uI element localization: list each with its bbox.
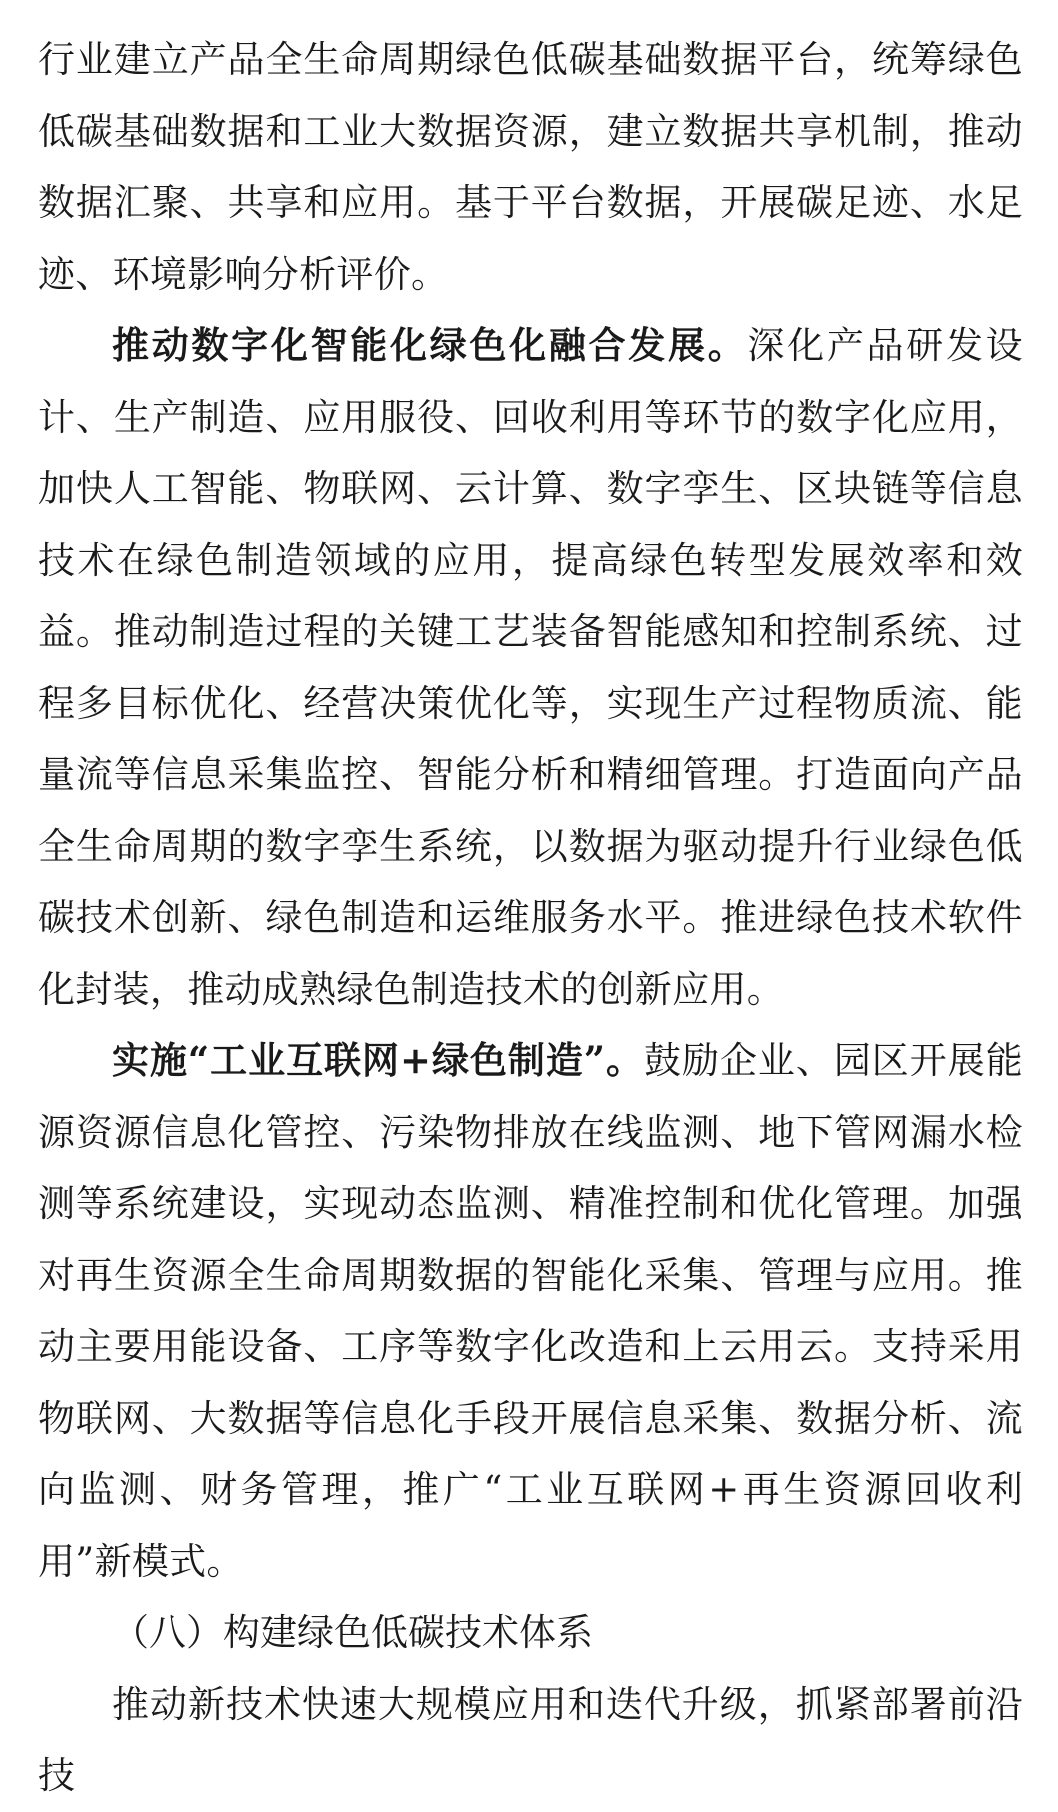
paragraph-platform-data: [38, 24, 1023, 310]
paragraph-text: 行业建立产品全生命周期绿色低碳基础数据平台，统筹绿色低碳基础数据和工业大数据资源，建立数据共享机制，推动数据汇聚、共享和应用。基于平台数据，开展碳足迹、水足迹、环境影响分析评价。: [38, 38, 1023, 296]
paragraph-text: 鼓励企业、园区开展能源资源信息化管控、污染物排放在线监测、地下管网漏水检测等系统建设，实现动态监测、精准控制和优化管理。加强对再生资源全生命周期数据的智能化采集、管理与应用。推动主要用能设备、工序等数字化改造和上云用云。支持采用物联网、大数据等信息化手段开展信息采集、数据分析、流向监测、财务管理，推广“工业互联网+再生资源回收利用”新模式。: [38, 1039, 1024, 1583]
document-page: [38, 24, 1023, 1812]
paragraph-new-technology: [38, 1669, 1023, 1812]
section-heading: （八）构建绿色低碳技术体系: [112, 1611, 593, 1654]
paragraph-text: 深化产品研发设计、生产制造、应用服役、回收利用等环节的数字化应用，加快人工智能、物联网、云计算、数字孪生、区块链等信息技术在绿色制造领域的应用，提高绿色转型发展效率和效益。推动制造过程的关键工艺装备智能感知和控制系统、过程多目标优化、经营决策优化等，实现生产过程物质流、能量流等信息采集监控、智能分析和精细管理。打造面向产品全生命周期的数字孪生系统，以数据为驱动提升行业绿色低碳技术创新、绿色制造和运维服务水平。推进绿色技术软件化封装，推动成熟绿色制造技术的创新应用。: [38, 324, 1023, 1011]
paragraph-industrial-internet-green: [38, 1025, 1023, 1597]
paragraph-lead-title: 实施“工业互联网+绿色制造”。: [112, 1038, 645, 1082]
paragraph-digital-green-integration: [38, 310, 1023, 1025]
paragraph-text: 推动新技术快速大规模应用和迭代升级，抓紧部署前沿技: [38, 1682, 1023, 1797]
paragraph-lead-title: 推动数字化智能化绿色化融合发展。: [112, 323, 748, 367]
